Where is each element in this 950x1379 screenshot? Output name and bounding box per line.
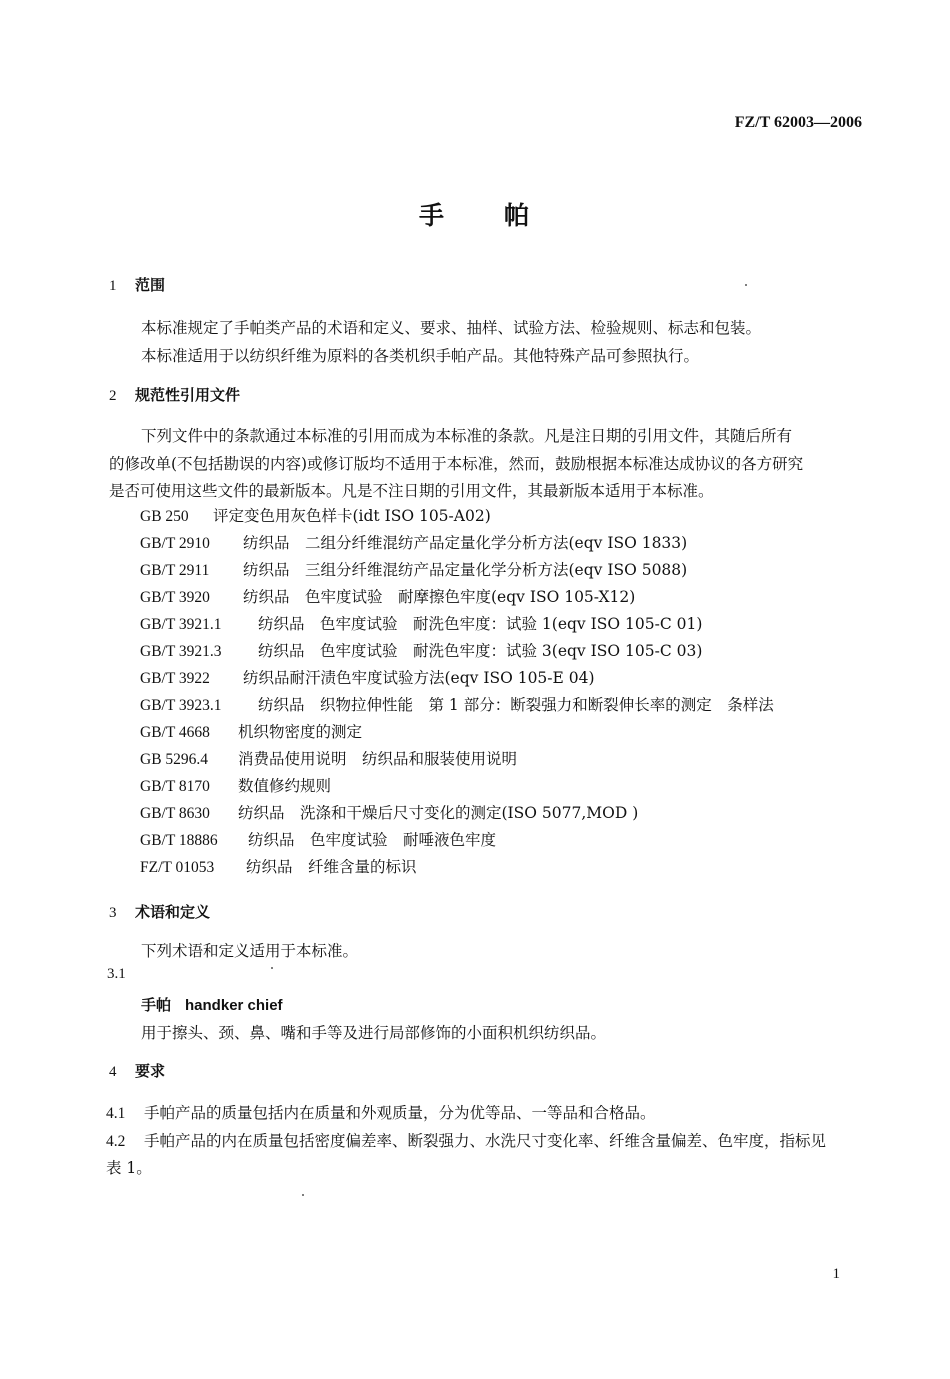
reference-item	[140, 854, 774, 881]
reference-item	[140, 827, 774, 854]
section-2-intro-line: 下列文件中的条款通过本标准的引用而成为本标准的条款。凡是注日期的引用文件，其随后所有	[141, 427, 793, 445]
reference-code: GB/T 8630	[140, 805, 210, 822]
section-3-number: 3	[109, 905, 117, 921]
term-english: handker chief	[185, 997, 283, 1014]
reference-code: GB 5296.4	[140, 751, 209, 768]
reference-item	[140, 692, 774, 719]
section-1-title: 范围	[135, 276, 166, 294]
clause-text: 手帕产品的内在质量包括密度偏差率、断裂强力、水洗尺寸变化率、纤维含量偏差、色牢度，指标见	[144, 1132, 827, 1150]
reference-title: 纺织品 二组分纤维混纺产品定量化学分析方法(eqv ISO 1833)	[243, 534, 688, 552]
reference-item	[140, 746, 774, 773]
reference-item	[140, 665, 774, 692]
reference-title: 纺织品 色牢度试验 耐洗色牢度：试验 3(eqv ISO 105-C 03)	[258, 642, 703, 660]
term-chinese: 手帕	[141, 996, 172, 1014]
reference-item	[140, 557, 774, 584]
reference-code: GB/T 3920	[140, 589, 210, 606]
reference-code: GB/T 3922	[140, 670, 210, 687]
reference-title: 数值修约规则	[238, 777, 332, 795]
section-4-number: 4	[109, 1064, 117, 1080]
reference-title: 纺织品耐汗渍色牢度试验方法(eqv ISO 105-E 04)	[243, 669, 595, 687]
term-definition: 用于擦头、颈、鼻、嘴和手等及进行局部修饰的小面积机织纺织品。	[141, 1024, 607, 1042]
section-2-heading	[109, 384, 240, 405]
scan-speck	[745, 284, 747, 286]
standard-code: FZ/T 62003—2006	[734, 114, 862, 131]
clause-4-2-continuation: 表 1。	[106, 1159, 152, 1177]
section-1-heading	[109, 274, 165, 295]
reference-title: 纺织品 洗涤和干燥后尺寸变化的测定(ISO 5077,MOD )	[238, 804, 639, 822]
reference-title: 纺织品 三组分纤维混纺产品定量化学分析方法(eqv ISO 5088)	[243, 561, 688, 579]
clause-text: 手帕产品的质量包括内在质量和外观质量，分为优等品、一等品和合格品。	[144, 1104, 656, 1122]
reference-item	[140, 800, 774, 827]
section-1-paragraph: 本标准适用于以纺织纤维为原料的各类机织手帕产品。其他特殊产品可参照执行。	[141, 347, 700, 365]
page-title	[0, 196, 950, 232]
reference-item	[140, 530, 774, 557]
reference-item	[140, 773, 774, 800]
section-3-intro: 下列术语和定义适用于本标准。	[141, 942, 359, 960]
scan-speck	[302, 1194, 304, 1196]
reference-title: 纺织品 色牢度试验 耐唾液色牢度	[248, 831, 497, 849]
section-1-paragraph: 本标准规定了手帕类产品的术语和定义、要求、抽样、试验方法、检验规则、标志和包装。	[141, 319, 762, 337]
reference-code: GB 250	[140, 508, 189, 525]
page-number: 1	[832, 1266, 840, 1282]
clause-4-1	[106, 1101, 656, 1123]
section-2-intro-line: 是否可使用这些文件的最新版本。凡是不注日期的引用文件，其最新版本适用于本标准。	[109, 482, 714, 500]
reference-code: GB/T 2910	[140, 535, 210, 552]
section-4-title: 要求	[135, 1062, 166, 1080]
scan-speck	[271, 967, 273, 969]
subsection-3-1-number: 3.1	[107, 966, 126, 982]
reference-title: 纺织品 纤维含量的标识	[246, 858, 417, 876]
reference-item	[140, 503, 774, 530]
reference-title: 机织物密度的测定	[238, 723, 363, 741]
reference-code: GB/T 4668	[140, 724, 210, 741]
reference-code: GB/T 18886	[140, 832, 218, 849]
title-char-2: 帕	[504, 201, 532, 230]
section-1-number: 1	[109, 278, 117, 294]
reference-item	[140, 584, 774, 611]
title-char-1: 手	[418, 201, 446, 230]
normative-reference-list	[140, 503, 774, 881]
reference-title: 纺织品 织物拉伸性能 第 1 部分：断裂强力和断裂伸长率的测定 条样法	[258, 696, 774, 714]
reference-code: GB/T 3921.1	[140, 616, 222, 633]
section-3-heading	[109, 901, 210, 922]
reference-title: 纺织品 色牢度试验 耐洗色牢度：试验 1(eqv ISO 105-C 01)	[258, 615, 703, 633]
reference-item	[140, 638, 774, 665]
section-3-title: 术语和定义	[135, 903, 211, 921]
reference-code: GB/T 3923.1	[140, 697, 222, 714]
section-2-intro-line: 的修改单(不包括勘误的内容)或修订版均不适用于本标准，然而，鼓励根据本标准达成协议的各方研究	[109, 455, 804, 473]
reference-code: GB/T 8170	[140, 778, 210, 795]
section-4-heading	[109, 1060, 165, 1081]
reference-code: GB/T 3921.3	[140, 643, 222, 660]
clause-number: 4.1	[106, 1105, 126, 1122]
reference-title: 纺织品 色牢度试验 耐摩擦色牢度(eqv ISO 105-X12)	[243, 588, 636, 606]
reference-code: FZ/T 01053	[140, 859, 215, 876]
section-2-title: 规范性引用文件	[135, 386, 241, 404]
clause-4-2	[106, 1129, 826, 1151]
reference-code: GB/T 2911	[140, 562, 210, 579]
reference-item	[140, 611, 774, 638]
term-line	[141, 994, 283, 1015]
clause-number: 4.2	[106, 1133, 126, 1150]
section-2-number: 2	[109, 388, 117, 404]
reference-title: 消费品使用说明 纺织品和服装使用说明	[238, 750, 518, 768]
reference-item	[140, 719, 774, 746]
reference-title: 评定变色用灰色样卡(idt ISO 105-A02)	[213, 507, 491, 525]
